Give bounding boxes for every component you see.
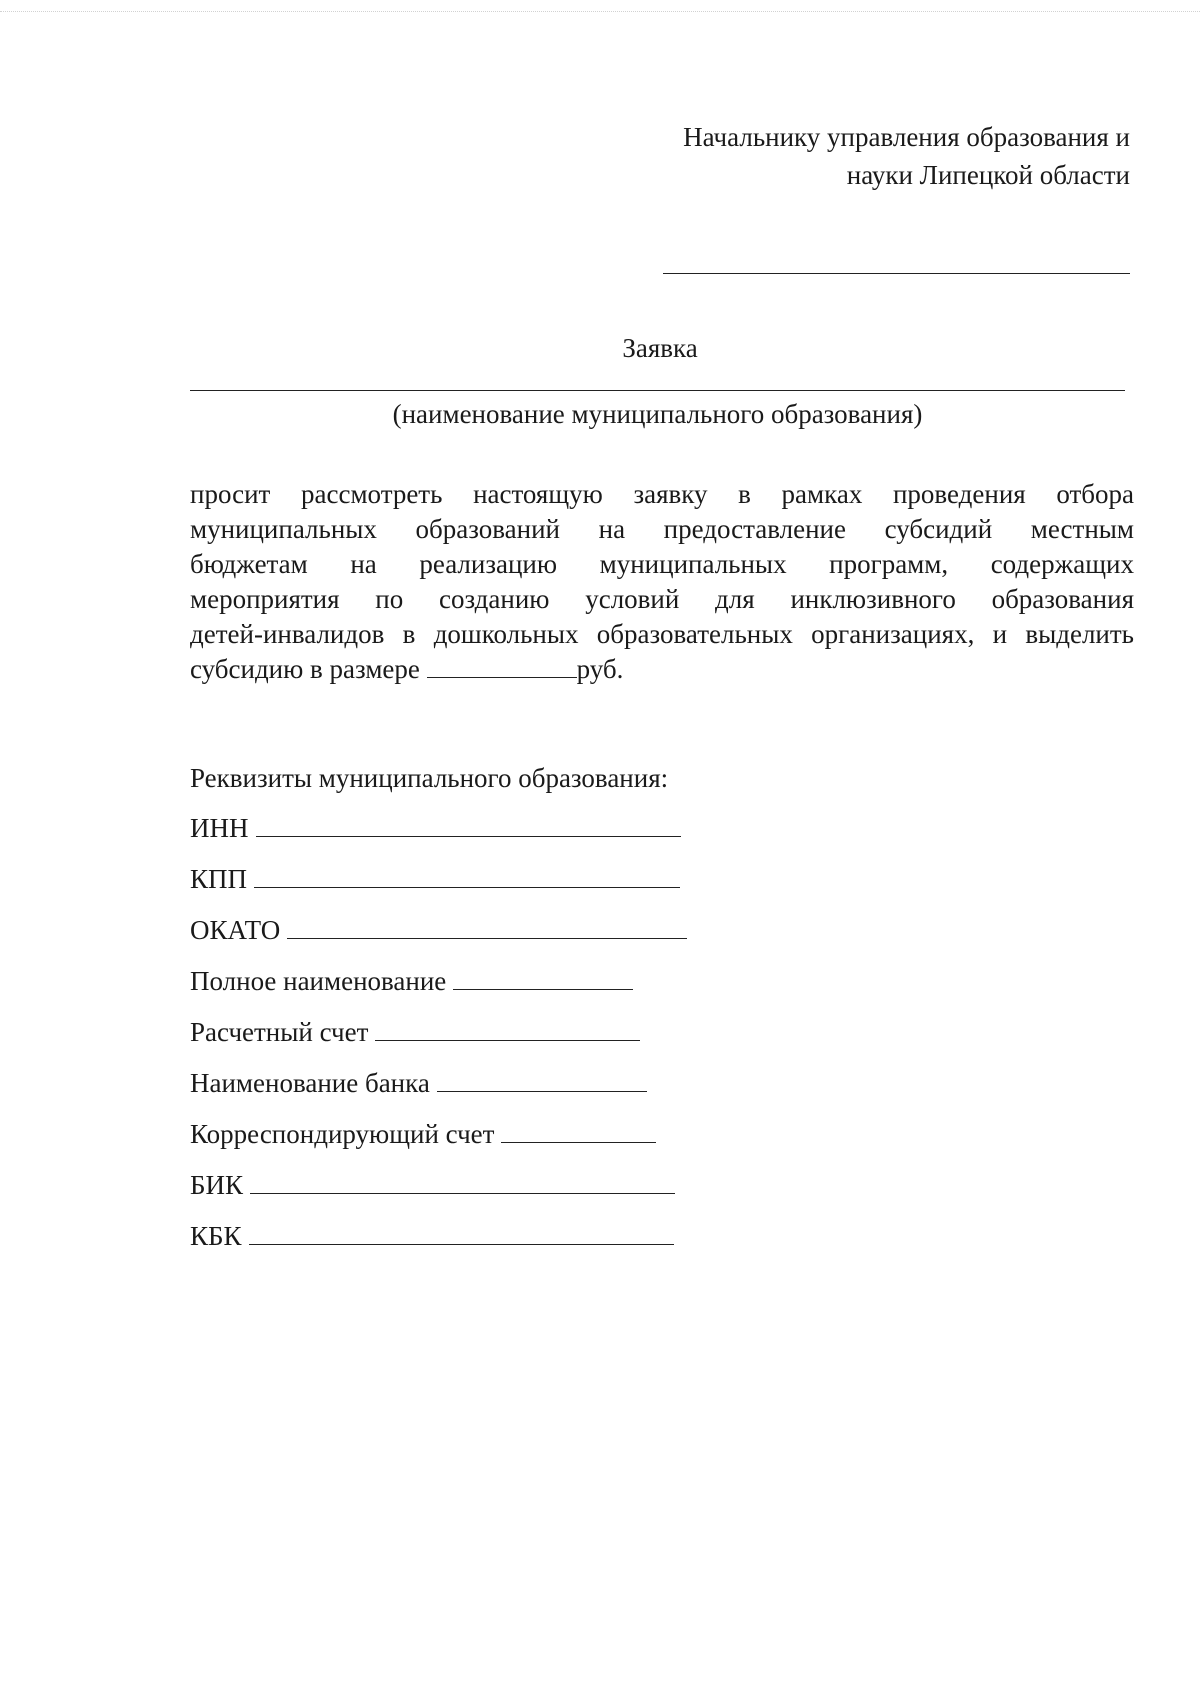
document-title: Заявка: [622, 333, 698, 363]
requisite-bik: [190, 1167, 750, 1218]
requisite-label: ИНН: [190, 813, 249, 843]
addressee-signature-line[interactable]: [663, 273, 1130, 274]
municipality-name-line[interactable]: [190, 390, 1125, 391]
requisite-blank-bik[interactable]: [250, 1171, 675, 1194]
requisite-inn: [190, 810, 750, 861]
requisite-bank-name: [190, 1065, 750, 1116]
requisite-blank-bank-name[interactable]: [437, 1069, 647, 1092]
addressee-block: [600, 118, 1130, 194]
requisite-label: КПП: [190, 864, 248, 894]
requisite-okato: [190, 912, 750, 963]
scan-edge: [0, 0, 1200, 12]
requisite-label: КБК: [190, 1221, 242, 1251]
requisite-blank-okato[interactable]: [287, 916, 687, 939]
requisite-blank-full-name[interactable]: [453, 967, 633, 990]
requisite-account: [190, 1014, 750, 1065]
request-line-3: бюджетам на реализацию муниципальных программ, содержащих: [190, 549, 1134, 579]
requisite-kbk: [190, 1218, 750, 1269]
requisite-blank-account[interactable]: [375, 1018, 640, 1041]
requisite-blank-kbk[interactable]: [249, 1222, 674, 1245]
requisite-label: Корреспондирующий счет: [190, 1119, 495, 1149]
requisite-label: Расчетный счет: [190, 1017, 369, 1047]
request-line-4: мероприятия по созданию условий для инклюзивного образования: [190, 584, 1134, 614]
requisite-blank-corr-account[interactable]: [501, 1120, 656, 1143]
request-line-1: просит рассмотреть настоящую заявку в рамках проведения отбора: [190, 479, 1134, 509]
requisite-label: Полное наименование: [190, 966, 447, 996]
requisite-label: Наименование банка: [190, 1068, 430, 1098]
requisite-kpp: [190, 861, 750, 912]
requisite-label: ОКАТО: [190, 915, 281, 945]
request-line-6: [190, 652, 1134, 687]
request-line-2: муниципальных образований на предоставление субсидий местным: [190, 514, 1134, 544]
addressee-line-2: науки Липецкой области: [846, 160, 1130, 190]
subsidy-amount-label: субсидию в размере: [190, 654, 420, 684]
requisite-blank-inn[interactable]: [256, 814, 681, 837]
requisites-list: [190, 810, 750, 1269]
requisite-label: БИК: [190, 1170, 244, 1200]
request-paragraph: [190, 477, 1134, 687]
subsidy-amount-blank[interactable]: [427, 655, 577, 678]
requisite-corr-account: [190, 1116, 750, 1167]
requisites-heading: Реквизиты муниципального образования:: [190, 763, 669, 793]
requisite-full-name: [190, 963, 750, 1014]
requisite-blank-kpp[interactable]: [254, 865, 680, 888]
request-line-5: детей-инвалидов в дошкольных образовательных организациях, и выделить: [190, 619, 1134, 649]
municipality-name-caption: (наименование муниципального образования): [392, 399, 923, 429]
addressee-line-1: Начальнику управления образования и: [683, 122, 1130, 152]
subsidy-currency-label: руб.: [576, 654, 624, 684]
